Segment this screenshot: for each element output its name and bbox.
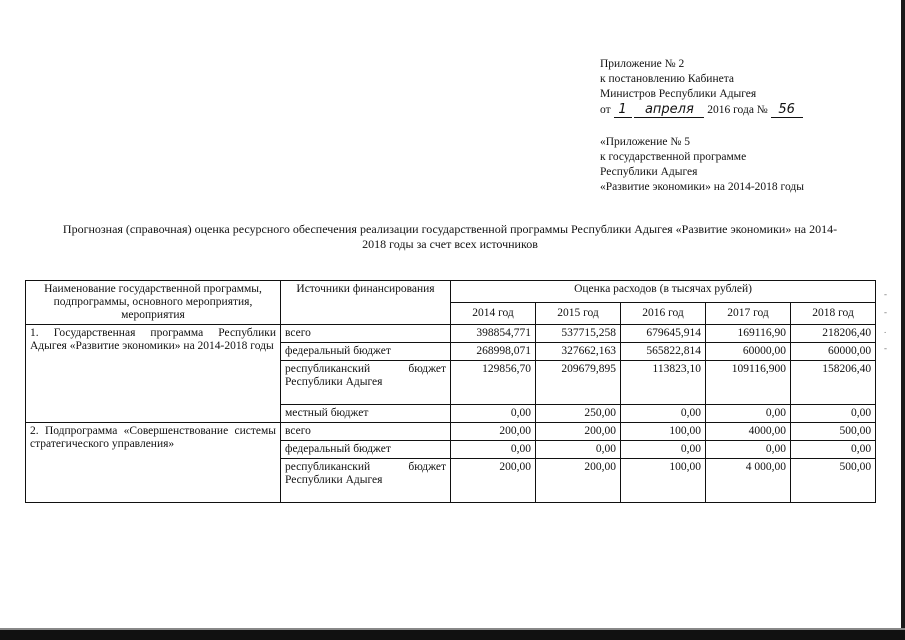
cost-value-cell: 218206,40: [791, 325, 876, 343]
annex-header: [600, 57, 870, 118]
cost-value-cell: 60000,00: [706, 343, 791, 361]
header-cost-estimate: Оценка расходов (в тысячах рублей): [451, 281, 876, 303]
cost-value-cell: 679645,914: [621, 325, 706, 343]
funding-source-cell: всего: [281, 325, 451, 343]
cost-value-cell: 100,00: [621, 423, 706, 441]
cost-value-cell: 60000,00: [791, 343, 876, 361]
cost-value-cell: 0,00: [621, 405, 706, 423]
cost-value-cell: 0,00: [621, 441, 706, 459]
scan-marks: - - . -: [884, 289, 887, 353]
cost-value-cell: 4000,00: [706, 423, 791, 441]
cost-value-cell: 158206,40: [791, 361, 876, 405]
cost-value-cell: 398854,771: [451, 325, 536, 343]
annex-month: апреля: [634, 102, 704, 118]
cost-value-cell: 0,00: [451, 441, 536, 459]
cost-value-cell: 200,00: [451, 423, 536, 441]
annex-number: 56: [771, 102, 803, 118]
cost-value-cell: 0,00: [791, 441, 876, 459]
resource-table: [25, 280, 876, 503]
cost-value-cell: 250,00: [536, 405, 621, 423]
cost-value-cell: 537715,258: [536, 325, 621, 343]
cost-value-cell: 200,00: [536, 459, 621, 503]
table-row: [26, 325, 876, 343]
cost-value-cell: 0,00: [706, 405, 791, 423]
cost-value-cell: 0,00: [791, 405, 876, 423]
cost-value-cell: 565822,814: [621, 343, 706, 361]
table-body: [26, 325, 876, 503]
cost-value-cell: 113823,10: [621, 361, 706, 405]
header-year: 2017 год: [706, 303, 791, 325]
annex-day: 1: [614, 102, 632, 118]
cost-value-cell: 200,00: [451, 459, 536, 503]
funding-source-cell: всего: [281, 423, 451, 441]
scan-edge-bottom: [0, 630, 905, 640]
annex-line: к постановлению Кабинета: [600, 73, 734, 85]
funding-source-cell: республиканский бюджет Республики Адыгея: [281, 459, 451, 503]
annex-from: от: [600, 104, 611, 116]
scan-edge-right: [901, 0, 905, 640]
header-year: 2018 год: [791, 303, 876, 325]
annex-date-line: [600, 102, 870, 118]
cost-value-cell: 200,00: [536, 423, 621, 441]
annex-line: Министров Республики Адыгея: [600, 88, 757, 100]
cost-value-cell: 109116,900: [706, 361, 791, 405]
cost-value-cell: 0,00: [706, 441, 791, 459]
annex5-line: к государственной программе: [600, 151, 747, 163]
funding-source-cell: местный бюджет: [281, 405, 451, 423]
cost-value-cell: 4 000,00: [706, 459, 791, 503]
annex5-line: «Развитие экономики» на 2014-2018 годы: [600, 181, 804, 193]
table-row: [26, 423, 876, 441]
cost-value-cell: 500,00: [791, 459, 876, 503]
cost-value-cell: 0,00: [536, 441, 621, 459]
cost-value-cell: 0,00: [451, 405, 536, 423]
header-funding-source: Источники финансирования: [281, 281, 451, 325]
funding-source-cell: республиканский бюджет Республики Адыгея: [281, 361, 451, 405]
funding-source-cell: федеральный бюджет: [281, 441, 451, 459]
program-name-cell: 2. Подпрограмма «Совершенствование системы стратегического управления»: [26, 423, 281, 503]
funding-source-cell: федеральный бюджет: [281, 343, 451, 361]
document-title: Прогнозная (справочная) оценка ресурсного обеспечения реализации государственной программы Республики Адыгея «Развитие экономики» на 2014-2018 годы за счет всех источников: [62, 222, 838, 251]
cost-value-cell: 327662,163: [536, 343, 621, 361]
header-year: 2016 год: [621, 303, 706, 325]
cost-value-cell: 268998,071: [451, 343, 536, 361]
program-name-cell: 1. Государственная программа Республики Адыгея «Развитие экономики» на 2014-2018 годы: [26, 325, 281, 423]
annex5-line: «Приложение № 5: [600, 136, 690, 148]
header-year: 2014 год: [451, 303, 536, 325]
annex-line: Приложение № 2: [600, 58, 685, 70]
annex-year-text: 2016 года №: [707, 104, 768, 116]
cost-value-cell: 100,00: [621, 459, 706, 503]
annex5-line: Республики Адыгея: [600, 166, 698, 178]
cost-value-cell: 129856,70: [451, 361, 536, 405]
cost-value-cell: 209679,895: [536, 361, 621, 405]
header-program-name: Наименование государственной программы, подпрограммы, основного мероприятия, мероприятия: [26, 281, 281, 325]
cost-value-cell: 500,00: [791, 423, 876, 441]
annex5-header: [600, 135, 880, 195]
cost-value-cell: 169116,90: [706, 325, 791, 343]
header-year: 2015 год: [536, 303, 621, 325]
